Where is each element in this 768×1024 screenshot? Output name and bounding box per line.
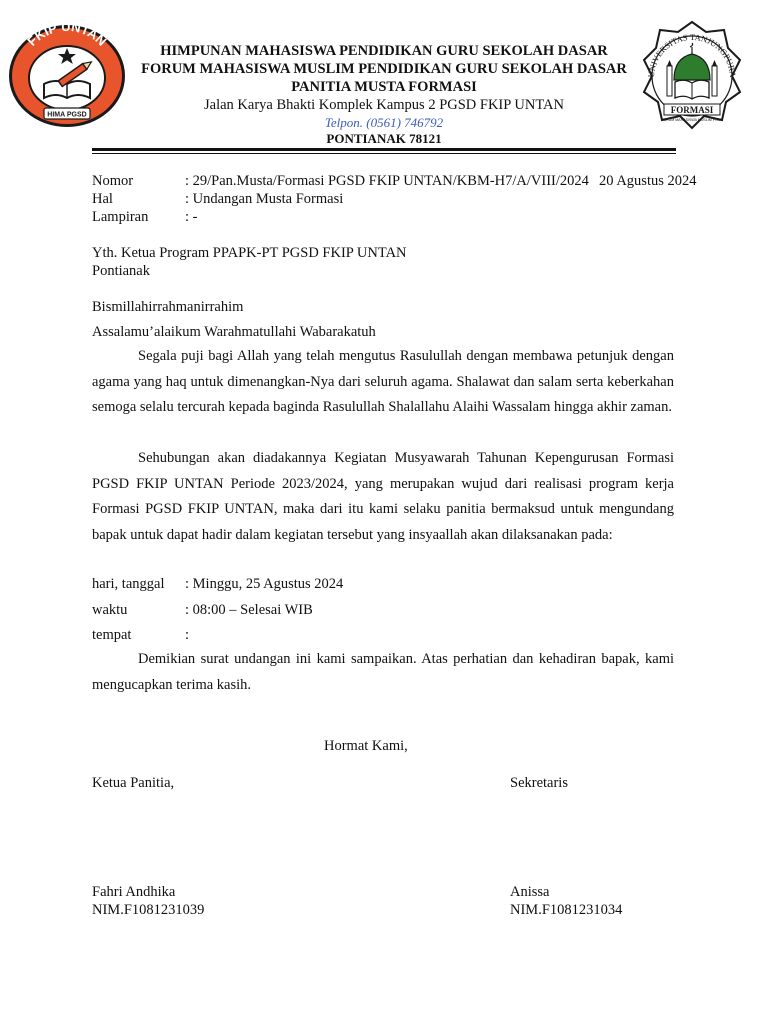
header-line-3: PANITIA MUSTA FORMASI (291, 79, 477, 95)
recipient-line-2: Pontianak (92, 263, 150, 279)
header-divider-thick (92, 148, 676, 151)
logo-right-bottom-text: FORUM MAHASISWA MUSLIM PGSD (661, 118, 723, 122)
paragraph-2: Sehubungan akan diadakannya Kegiatan Musyawarah Tahunan Kepengurusan Formasi PGSD FKIP UNTAN Periode 2023/2024, yang merupakan wujud dari realisasi program kerja Formasi PGSD FKIP UNTAN, maka dari itu kami selaku panitia bermaksud untuk mengundang bapak untuk dapat hadir dalam kegiatan tersebut yang insyaallah akan dilaksanakan pada: (92, 450, 674, 543)
logo-right-top-text: UNIVERSITAS TANJUNGPURA (645, 31, 739, 78)
signer-left-nim: NIM.F1081231039 (92, 902, 205, 918)
opening-salam: Assalamu’alaikum Warahmatullahi Wabarakatuh (92, 324, 376, 340)
recipient-line-1: Yth. Ketua Program PPAPK-PT PGSD FKIP UNTAN (92, 245, 407, 261)
letter-date: 20 Agustus 2024 (599, 173, 697, 189)
header-address: Jalan Karya Bhakti Komplek Kampus 2 PGSD FKIP UNTAN (204, 97, 564, 113)
hal-label: Hal (92, 191, 113, 207)
paragraph-1: Segala puji bagi Allah yang telah mengutus Rasulullah dengan membawa petunjuk dengan agama yang haq untuk dimenangkan-Nya dari seluruh agama. Shalawat dan salam serta keberkahan semoga selalu tercurah kepada baginda Rasulullah Shalallahu Alaihi Wassalam hingga akhir zaman. (92, 348, 674, 416)
logo-left-bottom-text: HIMA PGSD (47, 111, 87, 119)
lampiran-value: : - (185, 209, 198, 225)
detail-value-place: : (185, 627, 190, 643)
header-divider-thin (92, 153, 676, 154)
header-phone: Telpon. (0561) 746792 (324, 115, 444, 130)
logo-right-banner-text: FORMASI (670, 105, 714, 115)
signer-right-name: Anissa (510, 884, 550, 900)
lampiran-label: Lampiran (92, 209, 149, 225)
closing-regards: Hormat Kami, (324, 738, 408, 754)
nomor-label: Nomor (92, 173, 134, 189)
nomor-value: : 29/Pan.Musta/Formasi PGSD FKIP UNTAN/KBM-H7/A/VIII/2024 (185, 173, 589, 189)
paragraph-3: Demikian surat undangan ini kami sampaikan. Atas perhatian dan kehadiran bapak, kami mengucapkan terima kasih. (92, 651, 674, 693)
detail-label-place: tempat (92, 627, 132, 643)
detail-label-date: hari, tanggal (92, 576, 165, 592)
header-city: PONTIANAK 78121 (326, 131, 442, 146)
signer-left-name: Fahri Andhika (92, 884, 176, 900)
header-line-1: HIMPUNAN MAHASISWA PENDIDIKAN GURU SEKOLAH DASAR (160, 43, 608, 59)
opening-basmalah: Bismillahirrahmanirrahim (92, 299, 244, 315)
formasi-logo (640, 20, 744, 130)
hal-value: : Undangan Musta Formasi (185, 191, 344, 207)
signer-right-role: Sekretaris (510, 775, 568, 791)
signer-left-role: Ketua Panitia, (92, 775, 175, 791)
detail-label-time: waktu (92, 602, 128, 618)
signer-right-nim: NIM.F1081231034 (510, 902, 623, 918)
logo-left-top-text: FKIP UNTAN (24, 22, 110, 49)
detail-value-date: : Minggu, 25 Agustus 2024 (185, 576, 344, 592)
header-line-2: FORUM MAHASISWA MUSLIM PENDIDIKAN GURU SEKOLAH DASAR (141, 61, 627, 77)
detail-value-time: : 08:00 – Selesai WIB (185, 602, 313, 618)
